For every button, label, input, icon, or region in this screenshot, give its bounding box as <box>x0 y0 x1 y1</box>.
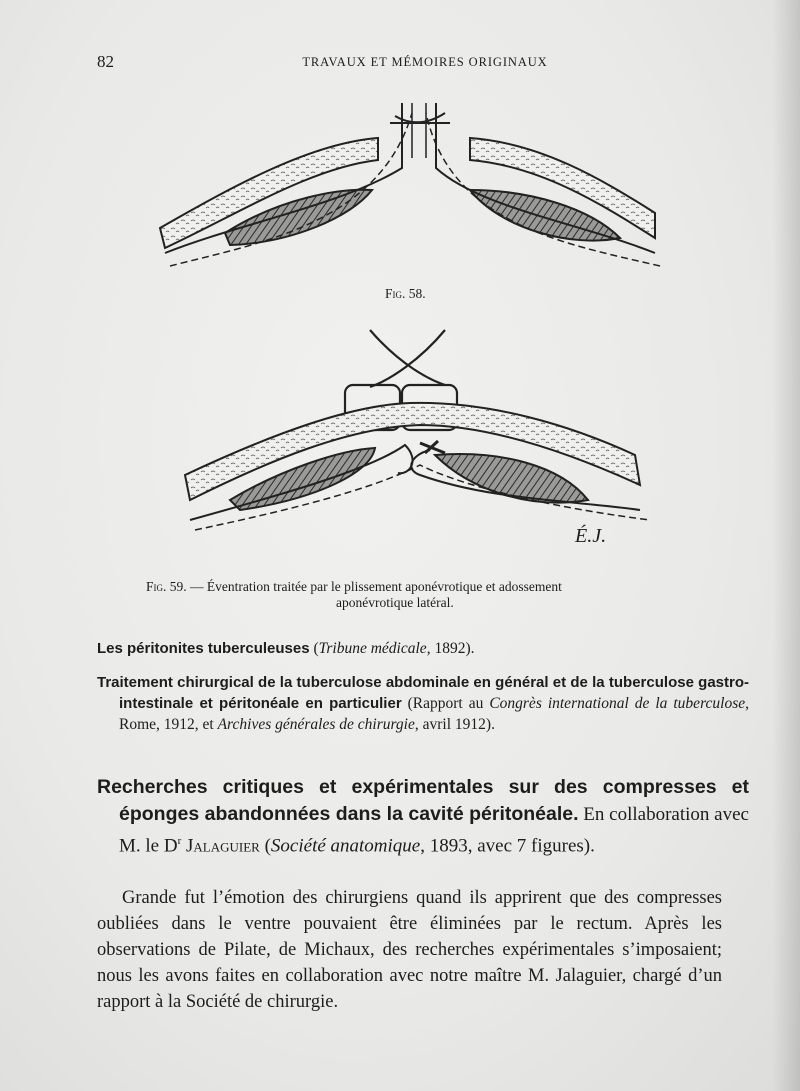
text: ( <box>259 835 271 857</box>
reference-title: Traitement chirurgical de la tuberculose abdominale en général et de la tuberculose gastro-intestinale et péritonéale en particulier <box>97 674 749 712</box>
figure-58-illustration <box>150 98 670 278</box>
text: , Rome, 1912, et <box>119 695 749 733</box>
body-paragraph: Grande fut l’émotion des chirurgiens quand ils apprirent que des compresses oubliées dans le ventre pouvaient être éliminées par le rectum. Après les observations de Pilate, de Michaux, des recherches expérimentales s’imposaient; nous les avons faites en collaboration avec notre maître M. Jalaguier, chargé d’un rapport à la Société de chirurgie. <box>97 888 722 1012</box>
text: (Rapport au <box>401 695 490 712</box>
text: ( <box>309 640 319 657</box>
figure-58-label: Fig. 58. <box>385 286 426 301</box>
reference-source: Archives générales de chirurgie <box>217 716 415 733</box>
figure-59-caption <box>146 579 686 611</box>
section-title: Recherches critiques et expérimentales sur des compresses et éponges abandonnées dans la cavité péritonéale. <box>97 776 749 825</box>
text: , 1893, avec 7 figures). <box>420 835 595 857</box>
reference-source: Tribune médicale <box>318 640 427 657</box>
text: , 1892). <box>426 640 475 657</box>
figure-59-caption-line2: aponévrotique latéral. <box>336 595 454 610</box>
figure-59-caption-line1: — Éventration traitée par le plissement aponévrotique et adossement <box>186 579 562 594</box>
reference-source: Congrès international de la tuberculose <box>489 695 746 712</box>
text: r <box>177 835 182 847</box>
page-edge-shadow <box>772 0 800 1091</box>
page-number: 82 <box>97 52 114 71</box>
figure-59-signature: É.J. <box>575 525 607 547</box>
reference-traitement-chirurgical <box>97 672 749 735</box>
reference-source: Société anatomique <box>270 835 421 857</box>
text: En collaboration avec M. le D <box>119 804 749 857</box>
reference-title: Les péritonites tuberculeuses <box>97 640 310 657</box>
running-title: TRAVAUX ET MÉMOIRES ORIGINAUX <box>302 55 548 69</box>
text: , avril 1912). <box>414 716 495 733</box>
figure-59-label: Fig. 59. <box>146 579 187 594</box>
reference-peritonites <box>97 638 727 659</box>
author-name: Jalaguier <box>181 835 260 857</box>
reference-recherches-compresses <box>97 774 749 859</box>
